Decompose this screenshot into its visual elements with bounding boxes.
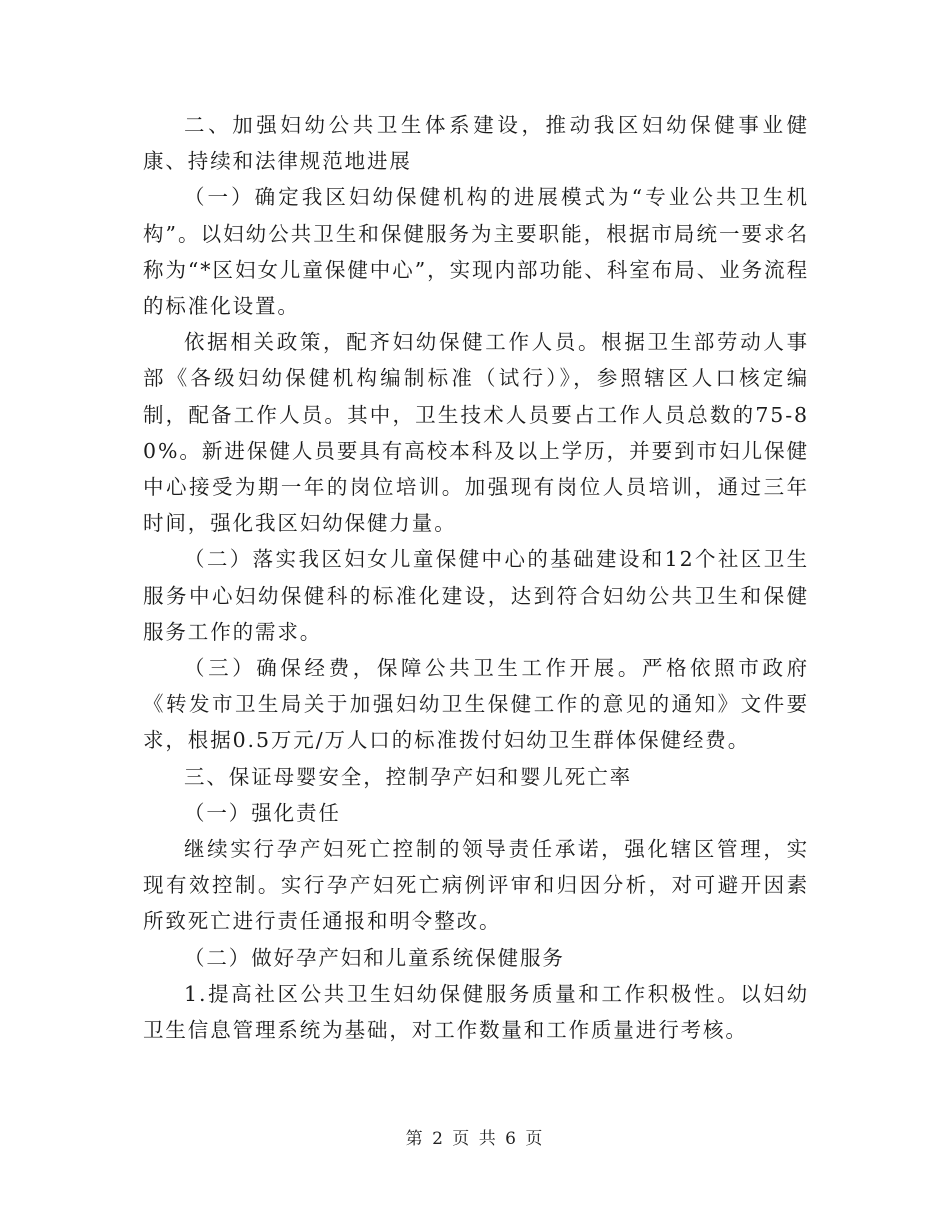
subheading-2: （二）做好孕产妇和儿童系统保健服务 xyxy=(184,945,565,970)
paragraph-6: 1.提高社区公共卫生妇幼保健服务质量和工作积极性。以妇幼卫生信息管理系统为基础，对工作数量和工作质量进行考核。 xyxy=(143,981,809,1043)
section-heading-2: 二、加强妇幼公共卫生体系建设，推动我区妇幼保健事业健康、持续和法律规范地进展 xyxy=(143,113,809,174)
paragraph-3: （二）落实我区妇女儿童保健中心的基础建设和12个社区卫生服务中心妇幼保健科的标准化建设，达到符合妇幼公共卫生和保健服务工作的需求。 xyxy=(143,547,809,644)
section-heading-3: 三、保证母婴安全，控制孕产妇和婴儿死亡率 xyxy=(184,764,632,789)
paragraph-2: 依据相关政策，配齐妇幼保健工作人员。根据卫生部劳动人事部《各级妇幼保健机构编制标准（试行）》，参照辖区人口核定编制，配备工作人员。其中，卫生技术人员要占工作人员总数的75-80%。新进保健人员要具有高校本科及以上学历，并要到市妇儿保健中心接受为期一年的岗位培训。加强现有岗位人员培训，通过三年时间，强化我区妇幼保健力量。 xyxy=(143,330,809,536)
paragraph-4: （三）确保经费，保障公共卫生工作开展。严格依照市政府《转发市卫生局关于加强妇幼卫生保健工作的意见的通知》文件要求，根据0.5万元/万人口的标准拨付妇幼卫生群体保健经费。 xyxy=(143,656,809,753)
paragraph-5: 继续实行孕产妇死亡控制的领导责任承诺，强化辖区管理，实现有效控制。实行孕产妇死亡病例评审和归因分析，对可避开因素所致死亡进行责任通报和明令整改。 xyxy=(143,837,809,934)
document-body xyxy=(143,107,809,1048)
page-footer: 第 2 页 共 6 页 xyxy=(405,1129,545,1149)
subheading-1: （一）强化责任 xyxy=(184,800,341,825)
paragraph-1: （一）确定我区妇幼保健机构的进展模式为“专业公共卫生机构”。以妇幼公共卫生和保健服务为主要职能，根据市局统一要求名称为“*区妇女儿童保健中心”，实现内部功能、科室布局、业务流程的标准化设置。 xyxy=(143,185,809,319)
